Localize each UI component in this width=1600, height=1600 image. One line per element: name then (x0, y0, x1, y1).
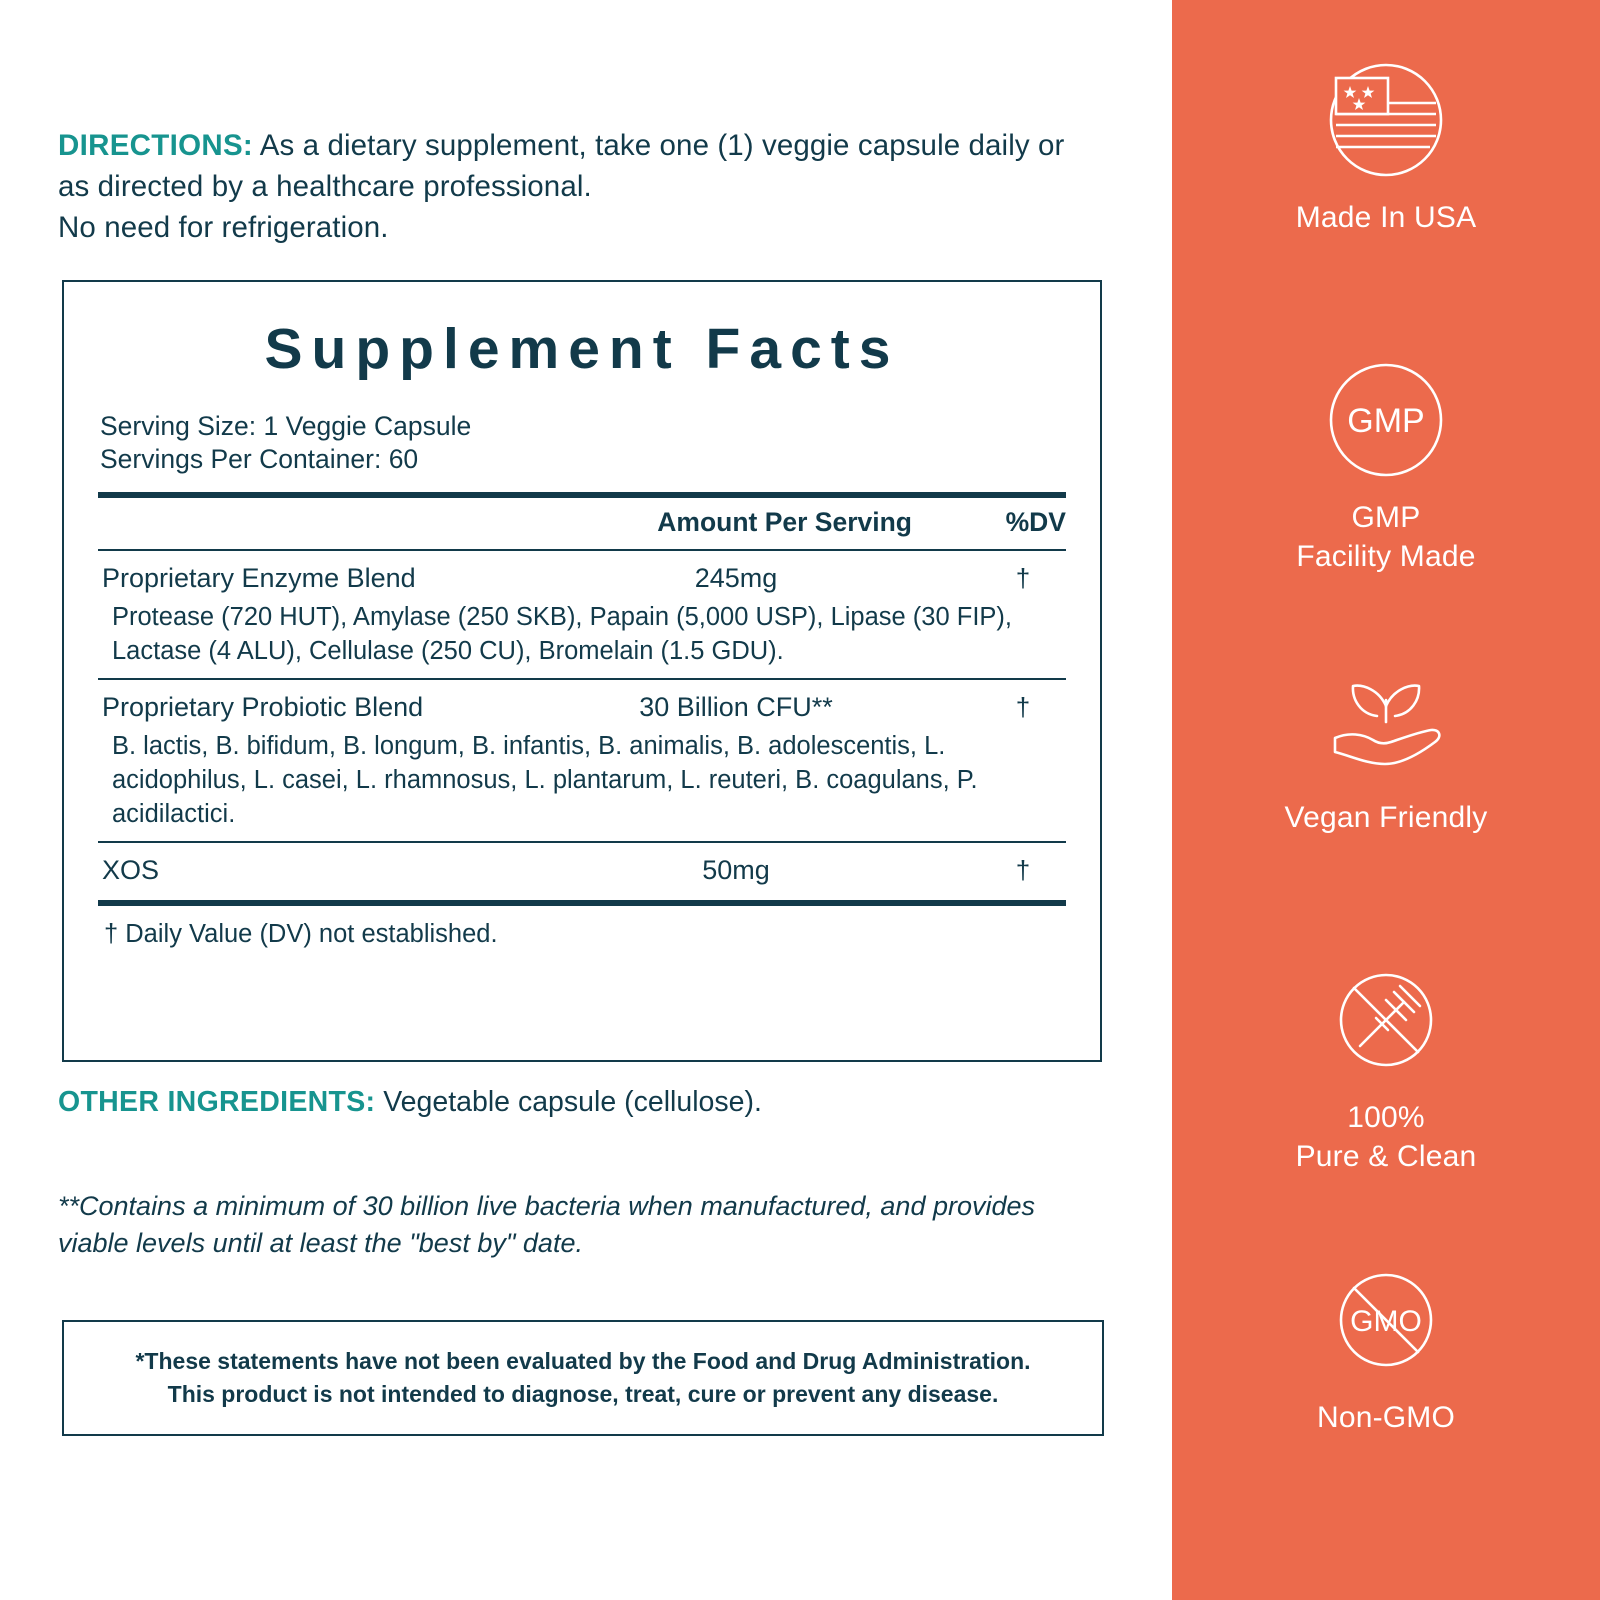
ingredient-sub-list: B. lactis, B. bifidum, B. longum, B. infantis, B. animalis, B. adolescentis, L. acidophilus, L. casei, L. rhamnosus, L. plantarum, L. reuteri, B. coagulans, P. acidilactici. (112, 731, 978, 828)
ingredient-amount: 245mg (694, 562, 778, 593)
gmp-circle-icon (1324, 356, 1448, 484)
supplement-facts-title: Supplement Facts (264, 317, 900, 381)
badge-made-in-usa (1172, 56, 1600, 356)
badge-gmp-facility (1172, 356, 1600, 656)
serving-size: Serving Size: 1 Veggie Capsule (100, 410, 472, 441)
table-row (98, 680, 1066, 727)
ingredient-dv: † (1015, 854, 1031, 885)
badge-caption: Non-GMO (1316, 1401, 1456, 1434)
contains-minimum-note: **Contains a minimum of 30 billion live bacteria when manufactured, and provides viable levels until at least the "best by" date. (58, 1191, 1036, 1258)
table-row (98, 551, 1066, 598)
usa-flag-circle-icon (1324, 56, 1448, 184)
directions-text: As a dietary supplement, take one (1) veggie capsule daily or as directed by a healthcare professional. (58, 129, 1065, 203)
badge-pure-and-clean (1172, 956, 1600, 1256)
fda-disclaimer-line1: *These statements have not been evaluated by the Food and Drug Administration. (135, 1348, 1031, 1374)
column-header-daily-value: %DV (1005, 506, 1066, 537)
badges-list (1172, 0, 1600, 1600)
other-ingredients-block (58, 1086, 762, 1119)
other-ingredients-label: OTHER INGREDIENTS: (58, 1086, 376, 1118)
directions-block (58, 125, 1098, 248)
ingredient-name: XOS (102, 854, 160, 885)
ingredient-dv: † (1015, 691, 1031, 722)
badge-caption: Vegan Friendly (1284, 801, 1488, 834)
fda-disclaimer-text (117, 1345, 1048, 1411)
supplement-facts-box (62, 280, 1102, 1062)
badge-caption: 100% Pure & Clean (1295, 1101, 1477, 1173)
ingredient-dv: † (1015, 562, 1031, 593)
daily-value-footnote: † Daily Value (DV) not established. (104, 919, 498, 948)
svg-text:GMO: GMO (1350, 1305, 1422, 1338)
ingredient-sub-list: Protease (720 HUT), Amylase (250 SKB), Papain (5,000 USP), Lipase (30 FIP), Lactase (4 ALU), Cellulase (250 CU), Bromelain (1.5 GDU). (112, 602, 1012, 665)
table-header-row (98, 498, 1066, 549)
table-row (98, 843, 1066, 890)
badge-caption: GMP Facility Made (1296, 501, 1476, 573)
svg-text:GMP: GMP (1347, 402, 1425, 440)
other-ingredients-text: Vegetable capsule (cellulose). (375, 1086, 762, 1118)
badge-caption: Made In USA (1295, 201, 1477, 234)
badges-panel (1172, 0, 1600, 1600)
ingredient-name: Proprietary Enzyme Blend (102, 562, 416, 593)
no-gmo-icon (1324, 1256, 1448, 1384)
directions-refrigeration-note: No need for refrigeration. (58, 211, 389, 244)
directions-label: DIRECTIONS: (58, 129, 254, 162)
no-syringe-icon (1324, 956, 1448, 1084)
column-header-amount-per-serving: Amount Per Serving (657, 506, 912, 537)
ingredient-name: Proprietary Probiotic Blend (102, 691, 424, 722)
serving-info (100, 410, 1100, 476)
ingredient-amount: 50mg (702, 854, 770, 885)
fda-disclaimer-line2: This product is not intended to diagnose, treat, cure or prevent any disease. (167, 1381, 999, 1407)
fda-disclaimer-box (62, 1320, 1104, 1436)
servings-per-container: Servings Per Container: 60 (100, 443, 419, 474)
supplement-facts-table (98, 492, 1066, 949)
ingredient-amount: 30 Billion CFU** (639, 691, 833, 722)
badge-non-gmo (1172, 1256, 1600, 1556)
leaf-in-hand-icon (1319, 656, 1453, 784)
badge-vegan-friendly (1172, 656, 1600, 956)
